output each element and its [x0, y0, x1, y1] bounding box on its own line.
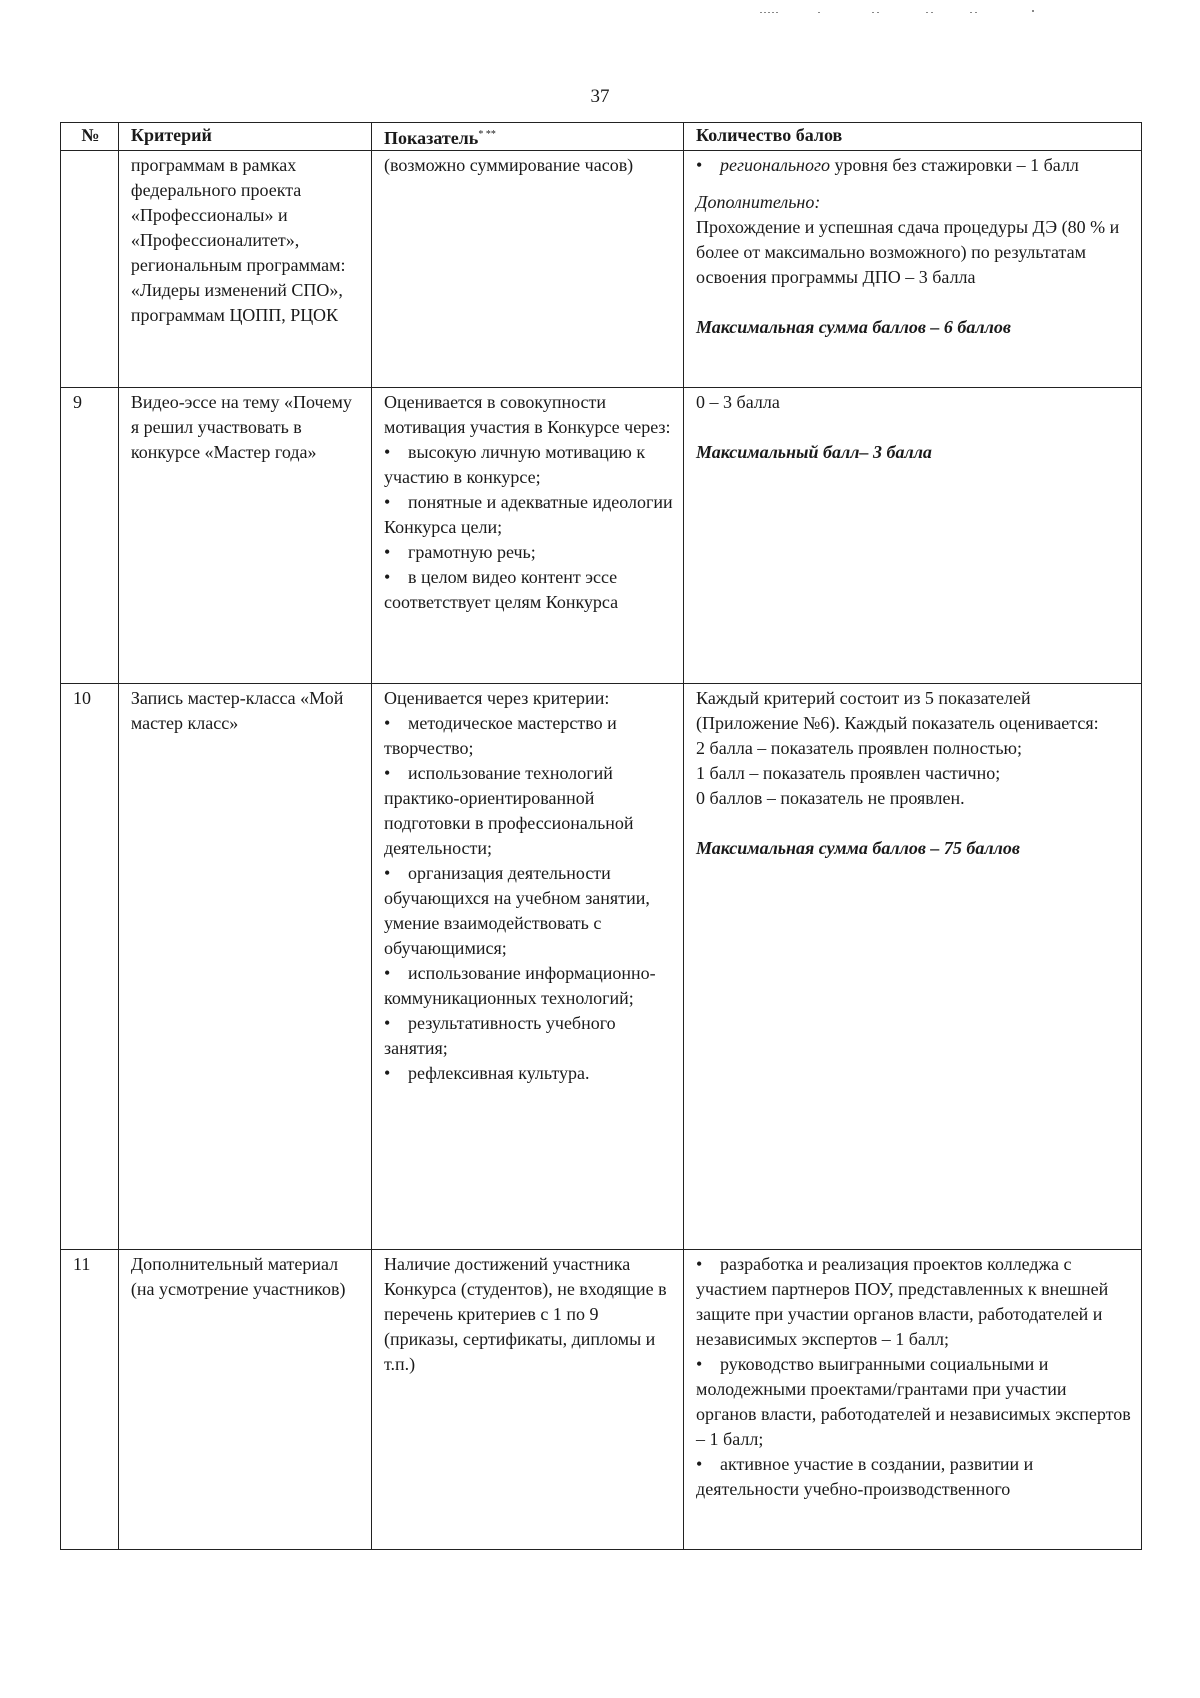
table-row-11 — [61, 1250, 1142, 1550]
row9-indicator-bullet: • в целом видео контент эссе соответствует целям Конкурса — [384, 565, 673, 615]
row9-indicator-bullet: • грамотную речь; — [384, 540, 673, 565]
criteria-table — [60, 122, 1142, 1550]
row8-indicator: (возможно суммирование часов) — [371, 151, 683, 388]
row9-points — [684, 388, 1142, 684]
row10-points-line: 1 балл – показатель проявлен частично; — [696, 763, 1001, 783]
row10-points-line: Каждый критерий состоит из 5 показателей (Приложение №6). Каждый показатель оценивается: — [696, 688, 1099, 733]
row11-points — [684, 1250, 1142, 1550]
header-indicator — [371, 123, 683, 151]
row11-indicator: Наличие достижений участника Конкурса (студентов), не входящие в перечень критериев с 1 по 9 (приказы, сертификаты, дипломы и т.п.) — [371, 1250, 683, 1550]
header-number: № — [61, 123, 119, 151]
row8-additional-label: Дополнительно: — [696, 192, 821, 212]
row9-number: 9 — [61, 388, 119, 684]
scan-noise — [760, 8, 1040, 18]
row11-number: 11 — [61, 1250, 119, 1550]
row11-points-bullet: • руководство выигранными социальными и молодежными проектами/грантами при участии органов власти, работодателей и независимых экспертов – 1 балл; — [696, 1352, 1131, 1452]
table-header-row — [61, 123, 1142, 151]
page-number: 37 — [590, 86, 610, 107]
header-indicator-marks: * ** — [478, 129, 496, 140]
table-row-9 — [61, 388, 1142, 684]
row8-points — [684, 151, 1142, 388]
row8-additional-text: Прохождение и успешная сдача процедуры ДЭ (80 % и более от максимально возможного) по результатам освоения программы ДПО – 3 балла — [696, 217, 1120, 287]
row9-points-range: 0 – 3 балла — [696, 392, 780, 412]
row10-criterion: Запись мастер-класса «Мой мастер класс» — [118, 684, 371, 1250]
row9-indicator-bullet: • высокую личную мотивацию к участию в конкурсе; — [384, 440, 673, 490]
row10-indicator-intro: Оценивается через критерии: — [383, 688, 610, 708]
row10-indicator-bullet: • результативность учебного занятия; — [384, 1011, 673, 1061]
row10-indicator-bullet: • использование информационно-коммуникационных технологий; — [384, 961, 673, 1011]
row10-points — [684, 684, 1142, 1250]
row11-points-bullet: • активное участие в создании, развитии и деятельности учебно-производственного — [696, 1452, 1131, 1502]
row8-points-bullet — [696, 153, 1131, 178]
header-indicator-label: Показатель — [383, 128, 479, 148]
header-criterion: Критерий — [118, 123, 371, 151]
table-row-10 — [61, 684, 1142, 1250]
row9-indicator — [371, 388, 683, 684]
row10-indicator-bullet: • методическое мастерство и творчество; — [384, 711, 673, 761]
row10-indicator — [371, 684, 683, 1250]
row10-max: Максимальная сумма баллов – 75 баллов — [696, 838, 1020, 858]
table-row-8 — [61, 151, 1142, 388]
row11-criterion: Дополнительный материал (на усмотрение участников) — [118, 1250, 371, 1550]
row8-number — [61, 151, 119, 388]
header-points: Количество балов — [684, 123, 1142, 151]
row10-indicator-bullet: • организация деятельности обучающихся на учебном занятии, умение взаимодействовать с обучающимися; — [384, 861, 673, 961]
row10-indicator-bullet: • использование технологий практико-ориентированной подготовки в профессиональной деятельности; — [384, 761, 673, 861]
row10-indicator-bullet: • рефлексивная культура. — [384, 1061, 673, 1086]
row8-max: Максимальная сумма баллов – 6 баллов — [696, 317, 1011, 337]
row8-criterion: программам в рамках федерального проекта «Профессионалы» и «Профессионалитет», региональным программам: «Лидеры изменений СПО», программам ЦОПП, РЦОК — [118, 151, 371, 388]
row8-points-bullet-italic: регионального — [720, 155, 830, 175]
row9-max: Максимальный балл– 3 балла — [696, 442, 932, 462]
row11-points-bullet: • разработка и реализация проектов колледжа с участием партнеров ПОУ, представленных к внешней защите при участии органов власти, работодателей и независимых экспертов – 1 балл; — [696, 1252, 1131, 1352]
row10-number: 10 — [61, 684, 119, 1250]
row10-points-line: 2 балла – показатель проявлен полностью; — [696, 738, 1022, 758]
row8-points-bullet-rest: уровня без стажировки – 1 балл — [829, 155, 1079, 175]
row9-indicator-bullet: • понятные и адекватные идеологии Конкурса цели; — [384, 490, 673, 540]
row9-criterion: Видео-эссе на тему «Почему я решил участвовать в конкурсе «Мастер года» — [118, 388, 371, 684]
row9-indicator-intro: Оценивается в совокупности мотивация участия в Конкурсе через: — [383, 392, 671, 437]
row10-points-line: 0 баллов – показатель не проявлен. — [696, 788, 965, 808]
